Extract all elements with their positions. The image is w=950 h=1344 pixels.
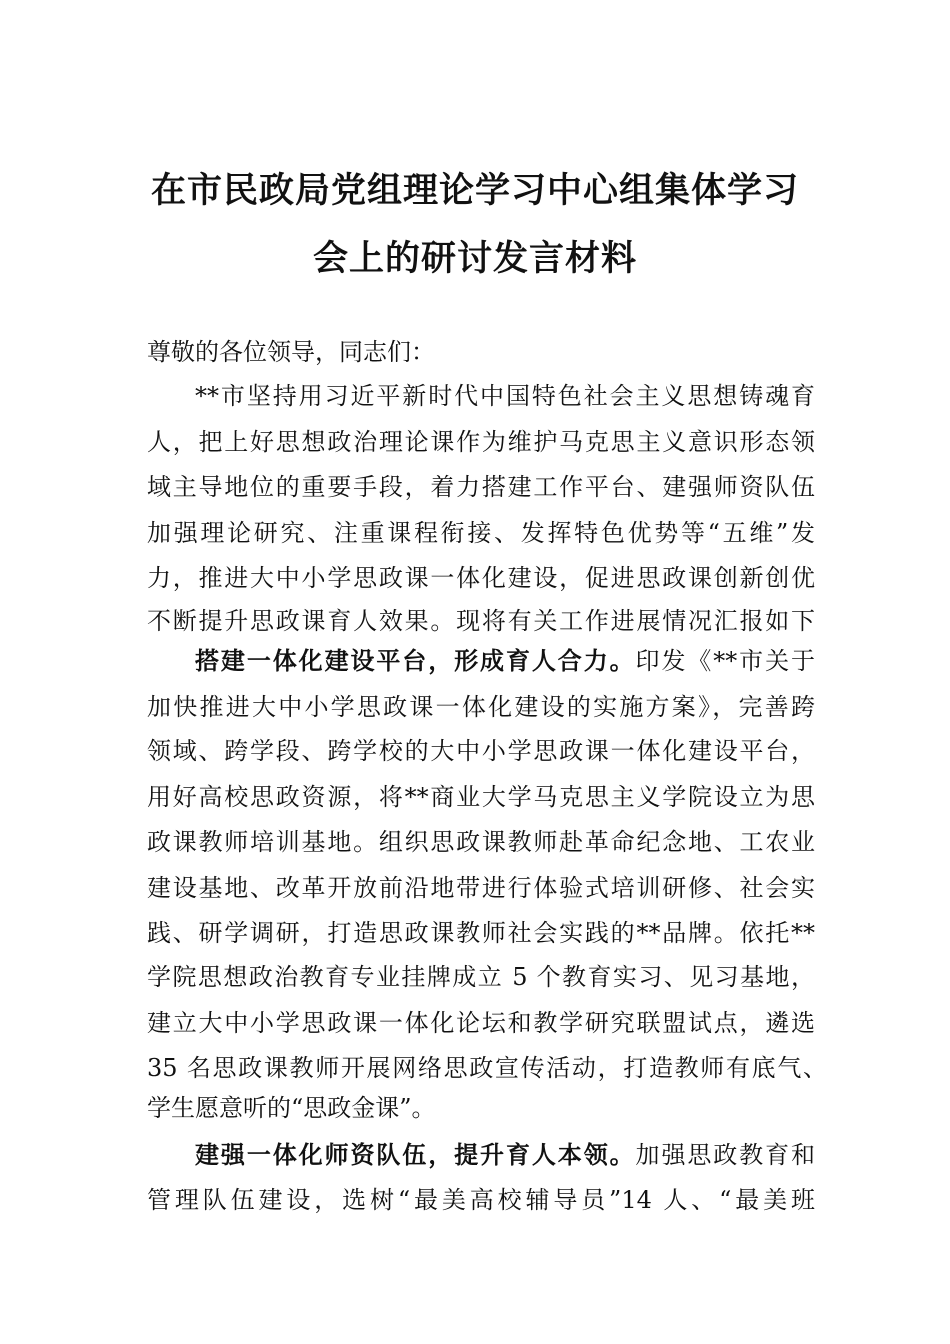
- text-line: 力，推进大中小学思政课一体化建设，促进思政课创新创优: [147, 564, 815, 592]
- text-line: 加快推进大中小学思政课一体化建设的实施方案》，完善跨: [147, 693, 815, 721]
- text-span: 加强思政教育和: [635, 1141, 816, 1169]
- section-heading: 建强一体化师资队伍，提升育人本领。: [195, 1141, 636, 1169]
- salutation: 尊敬的各位领导，同志们：: [147, 338, 435, 366]
- text-line: 建立大中小学思政课一体化论坛和教学研究联盟试点，遴选: [147, 1009, 815, 1037]
- text-line: 用好高校思政资源，将**商业大学马克思主义学院设立为思: [147, 783, 815, 811]
- text-line: 域主导地位的重要手段，着力搭建工作平台、建强师资队伍: [147, 473, 815, 501]
- text-line: [195, 646, 815, 676]
- text-line: 人，把上好思想政治理论课作为维护马克思主义意识形态领: [147, 428, 815, 456]
- text-line: 学院思想政治教育专业挂牌成立 5 个教育实习、见习基地，: [147, 963, 815, 991]
- document-title-line-2: 会上的研讨发言材料: [312, 239, 637, 279]
- text-line: 35 名思政课教师开展网络思政宣传活动，打造教师有底气、: [147, 1054, 827, 1082]
- text-line: 建设基地、改革开放前沿地带进行体验式培训研修、社会实: [147, 874, 815, 902]
- text-line: 不断提升思政课育人效果。现将有关工作进展情况汇报如下: [147, 607, 815, 635]
- section-heading: 搭建一体化建设平台，形成育人合力。: [195, 647, 636, 675]
- text-line: 管理队伍建设，选树“最美高校辅导员”14 人、“最美班: [147, 1186, 815, 1214]
- text-line: 践、研学调研，打造思政课教师社会实践的**品牌。依托**: [147, 919, 815, 947]
- text-line: 学生愿意听的“思政金课”。: [147, 1094, 436, 1122]
- text-line: 加强理论研究、注重课程衔接、发挥特色优势等“五维”发: [147, 519, 815, 547]
- text-line: [195, 1140, 815, 1170]
- text-line: 政课教师培训基地。组织思政课教师赴革命纪念地、工农业: [147, 828, 815, 856]
- text-line: 领域、跨学段、跨学校的大中小学思政课一体化建设平台，: [147, 737, 815, 765]
- text-span: 印发《**市关于: [635, 647, 816, 675]
- document-title-line-1: 在市民政局党组理论学习中心组集体学习: [150, 171, 799, 211]
- text-line: **市坚持用习近平新时代中国特色社会主义思想铸魂育: [195, 382, 815, 410]
